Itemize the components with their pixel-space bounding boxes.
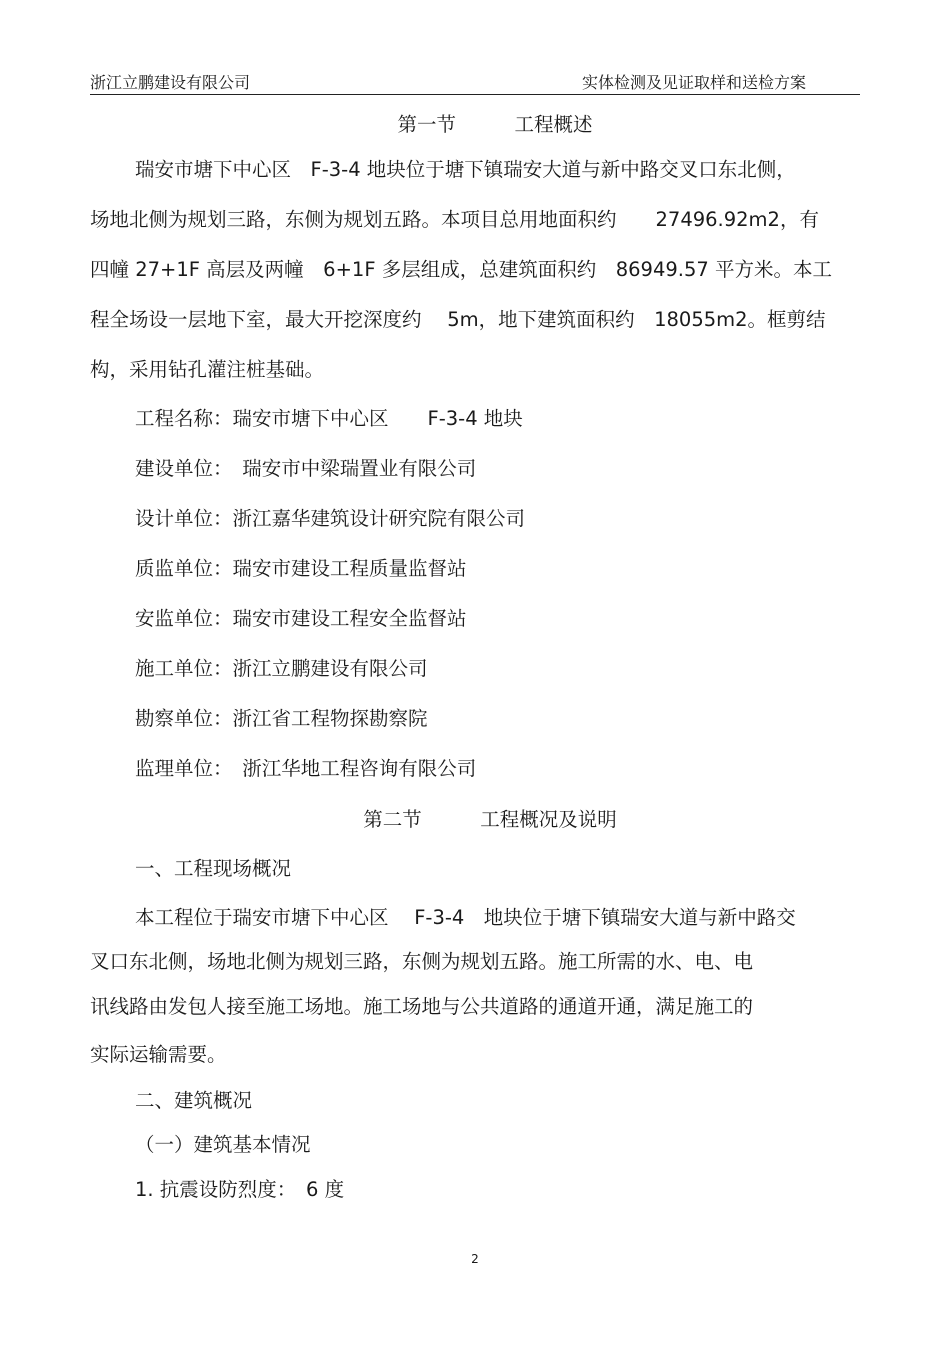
- section2-sub3: （一）建筑基本情况: [135, 1133, 311, 1156]
- section2-sub2: 二、建筑概况: [135, 1089, 253, 1112]
- info-safety-supervision: 安监单位：瑞安市建设工程安全监督站: [135, 607, 467, 630]
- section2-item1: 1. 抗震设防烈度： 6 度: [135, 1178, 345, 1201]
- section1-para-line-4: 程全场设一层地下室，最大开挖深度约 5m，地下建筑面积约 18055m2。框剪结: [90, 308, 826, 331]
- section2-sub1: 一、工程现场概况: [135, 857, 292, 880]
- page-header: [90, 68, 860, 95]
- info-designer: 设计单位：浙江嘉华建筑设计研究院有限公司: [135, 507, 526, 530]
- section1-para-line-2: 场地北侧为规划三路，东侧为规划五路。本项目总用地面积约 27496.92m2，有: [90, 208, 819, 231]
- header-company: 浙江立鹏建设有限公司: [90, 73, 251, 92]
- header-doc-title: 实体检测及见证取样和送检方案: [582, 73, 807, 92]
- section2-para-line-2: 叉口东北侧，场地北侧为规划三路，东侧为规划五路。施工所需的水、电、电: [90, 950, 754, 973]
- section1-title: 第一节 工程概述: [397, 113, 593, 136]
- info-supervisor: 监理单位： 浙江华地工程咨询有限公司: [135, 757, 477, 780]
- section2-para-line-3: 讯线路由发包人接至施工场地。施工场地与公共道路的通道开通，满足施工的: [90, 995, 754, 1018]
- section1-para-line-3: 四幢 27+1F 高层及两幢 6+1F 多层组成，总建筑面积约 86949.57 平方米。本工: [90, 258, 832, 281]
- info-owner: 建设单位： 瑞安市中梁瑞置业有限公司: [135, 457, 477, 480]
- section2-title: 第二节 工程概况及说明: [363, 808, 617, 831]
- info-quality-supervision: 质监单位：瑞安市建设工程质量监督站: [135, 557, 467, 580]
- section2-para-line-1: 本工程位于瑞安市塘下中心区 F-3-4 地块位于塘下镇瑞安大道与新中路交: [135, 906, 796, 929]
- info-contractor: 施工单位：浙江立鹏建设有限公司: [135, 657, 428, 680]
- info-surveyor: 勘察单位：浙江省工程物探勘察院: [135, 707, 428, 730]
- section1-para-line-5: 构，采用钻孔灌注桩基础。: [90, 358, 325, 381]
- section2-para-line-4: 实际运输需要。: [90, 1043, 227, 1066]
- page-number: 2: [471, 1252, 479, 1266]
- info-project-name: 工程名称：瑞安市塘下中心区 F-3-4 地块: [135, 407, 523, 430]
- section1-para-line-1: 瑞安市塘下中心区 F-3-4 地块位于塘下镇瑞安大道与新中路交叉口东北侧，: [135, 158, 796, 181]
